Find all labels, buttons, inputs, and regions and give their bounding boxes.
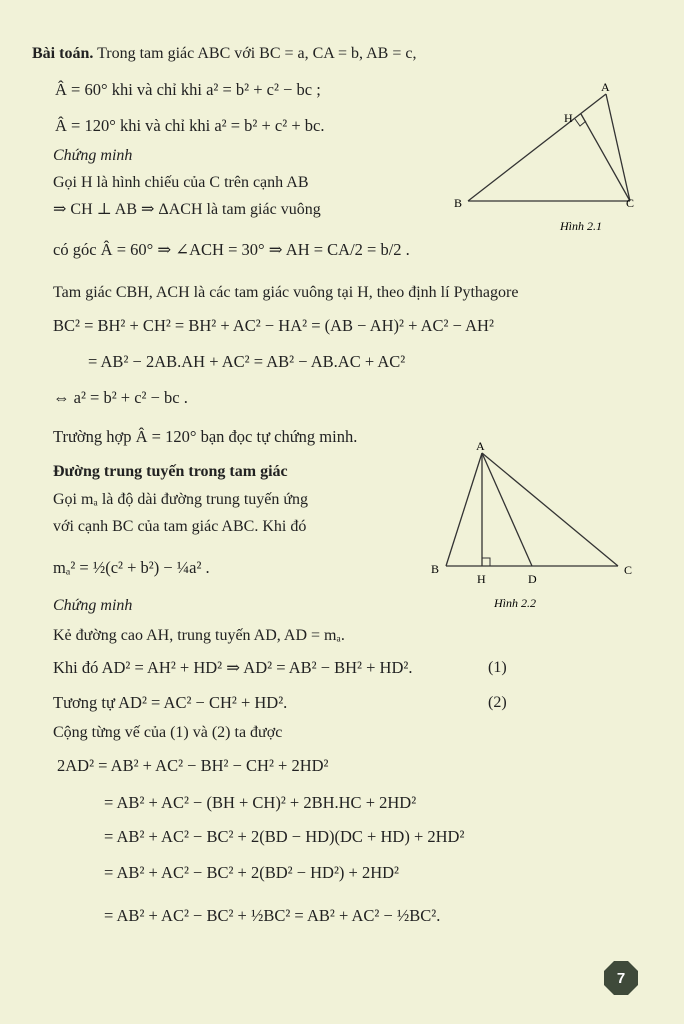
proof2-line-2: Khi đó AD² = AH² + HD² ⇒ AD² = AB² − BH² + HD². (53, 658, 413, 677)
proof2-line-7: = AB² + AC² − BC² + 2(BD − HD)(DC + HD) + 2HD² (104, 827, 465, 846)
proof1-line-4: Tam giác CBH, ACH là các tam giác vuông tại H, theo định lí Pythagore (53, 284, 519, 301)
fig2-label-c: C (624, 563, 633, 577)
proof1-line-5: BC² = BH² + CH² = BH² + AC² − HA² = (AB − AH)² + AC² − AH² (53, 316, 494, 335)
proof2-line-8: = AB² + AC² − BC² + 2(BD² − HD²) + 2HD² (104, 863, 399, 882)
problem-heading: Bài toán. (32, 45, 94, 62)
proof1-line-2: ⇒ CH ⊥ AB ⇒ ΔACH là tam giác vuông (53, 201, 321, 218)
figure-2-1 (450, 80, 650, 235)
fig2-label-d: D (528, 572, 537, 586)
proof1-line-1: Gọi H là hình chiếu của C trên cạnh AB (53, 174, 309, 191)
proof2-line-1: Kẻ đường cao AH, trung tuyến AD, AD = mₐ. (53, 627, 345, 644)
fig1-side-ba (468, 94, 606, 201)
fig2-side-ac (482, 453, 618, 566)
problem-statement (32, 44, 416, 64)
proof1-line-8: Trường hợp Â = 120° bạn đọc tự chứng minh. (53, 427, 358, 446)
figure-2-2 (428, 440, 648, 618)
case-60-line: Â = 60° khi và chỉ khi a² = b² + c² − bc ; (55, 80, 321, 99)
median-line-2: với cạnh BC của tam giác ABC. Khi đó (53, 518, 307, 535)
proof2-line-9: = AB² + AC² − BC² + ½BC² = AB² + AC² − ½BC². (104, 906, 441, 925)
fig2-side-ab (446, 453, 482, 566)
fig1-label-b: B (454, 196, 463, 210)
fig1-label-c: C (626, 196, 635, 210)
problem-text: Trong tam giác ABC với BC = a, CA = b, AB = c, (97, 45, 417, 62)
proof-label-2: Chứng minh (53, 597, 133, 614)
fig1-side-ac (606, 94, 630, 201)
fig2-caption: Hình 2.2 (494, 596, 536, 610)
proof2-line-5: 2AD² = AB² + AC² − BH² − CH² + 2HD² (57, 756, 329, 775)
page-number-text: 7 (616, 969, 626, 987)
fig2-median-ad (482, 453, 532, 566)
eq-tag-1: (1) (488, 659, 507, 676)
fig1-caption: Hình 2.1 (560, 219, 602, 233)
fig1-altitude-ch (581, 114, 630, 201)
proof1-line-3: có góc Â = 60° ⇒ ∠ACH = 30° ⇒ AH = CA/2 = b/2 . (53, 240, 410, 259)
proof2-line-4: Cộng từng vế của (1) và (2) ta được (53, 724, 283, 741)
proof1-line-7: ⇔ a² = b² + c² − bc . (53, 388, 188, 407)
fig2-right-angle-mark (482, 558, 490, 566)
fig2-label-h: H (477, 572, 486, 586)
median-formula: mₐ² = ½(c² + b²) − ¼a² . (53, 558, 210, 577)
fig2-label-b: B (431, 562, 440, 576)
median-line-1: Gọi mₐ là độ dài đường trung tuyến ứng (53, 491, 309, 508)
fig2-label-a: A (476, 440, 485, 453)
fig1-label-a: A (601, 80, 610, 94)
proof2-line-6: = AB² + AC² − (BH + CH)² + 2BH.HC + 2HD² (104, 793, 417, 812)
case-120-line: Â = 120° khi và chỉ khi a² = b² + c² + bc. (55, 116, 325, 135)
proof2-line-3: Tương tự AD² = AC² − CH² + HD². (53, 693, 288, 712)
proof-label-1: Chứng minh (53, 147, 133, 164)
page-number (603, 960, 639, 996)
eq-tag-2: (2) (488, 694, 507, 711)
median-heading: Đường trung tuyến trong tam giác (53, 463, 288, 480)
fig1-label-h: H (564, 111, 573, 125)
proof1-line-6: = AB² − 2AB.AH + AC² = AB² − AB.AC + AC² (88, 352, 406, 371)
